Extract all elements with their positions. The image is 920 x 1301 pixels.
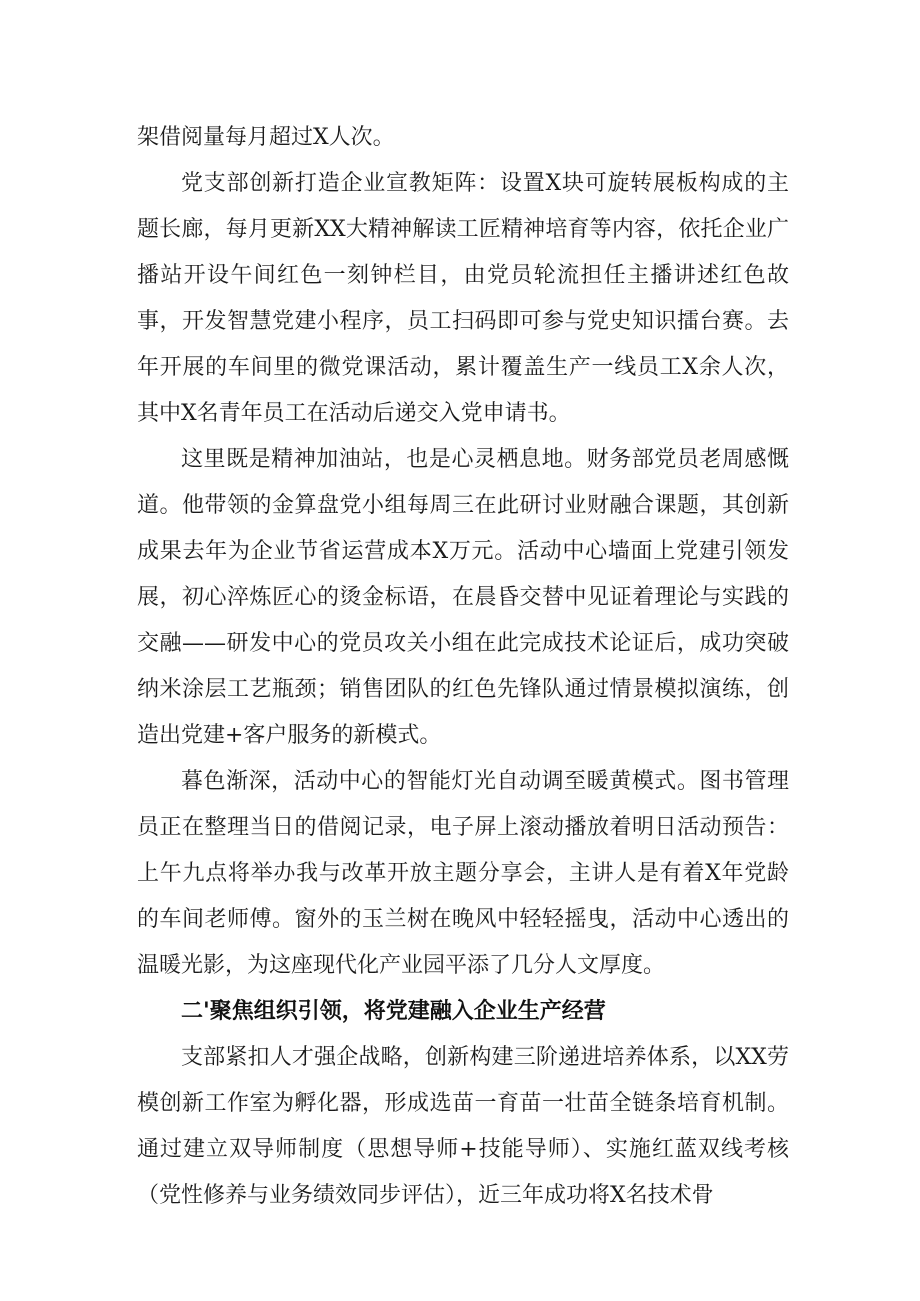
- paragraph-talent-strategy: 支部紧扣人才强企战略，创新构建三阶递进培养体系，以XX劳模创新工作室为孵化器，形成选苗一育苗一壮苗全链条培育机制。通过建立双导师制度（思想导师+技能导师）、实施红蓝双线考核（党性修养与业务绩效同步评估），近三年成功将X名技术骨: [137, 1045, 789, 1208]
- paragraph-continuation: 架借阅量每月超过X人次。: [137, 125, 395, 150]
- paragraph-dusk-scene: 暮色渐深，活动中心的智能灯光自动调至暖黄模式。图书管理员正在整理当日的借阅记录，电子屏上滚动播放着明日活动预告：上午九点将举办我与改革开放主题分享会，主讲人是有着X年党龄的车间老师傅。窗外的玉兰树在晚风中轻轻摇曳，活动中心透出的温暖光影，为这座现代化产业园平添了几分人文厚度。: [137, 769, 789, 978]
- paragraph-spiritual-station: 这里既是精神加油站，也是心灵栖息地。财务部党员老周感慨道。他带领的金算盘党小组每周三在此研讨业财融合课题，其创新成果去年为企业节省运营成本X万元。活动中心墙面上党建引领发展，初心淬炼匠心的烫金标语，在晨昏交替中见证着理论与实践的交融——研发中心的党员攻关小组在此完成技术论证后，成功突破纳米涂层工艺瓶颈；销售团队的红色先锋队通过情景模拟演练，创造出党建+客户服务的新模式。: [137, 447, 789, 748]
- paragraph-propaganda-matrix: 党支部创新打造企业宣教矩阵：设置X块可旋转展板构成的主题长廊，每月更新XX大精神解读工匠精神培育等内容，依托企业广播站开设午间红色一刻钟栏目，由党员轮流担任主播讲述红色故事，开发智慧党建小程序，员工扫码即可参与党史知识擂台赛。去年开展的车间里的微党课活动，累计覆盖生产一线员工X余人次，其中X名青年员工在活动后递交入党申请书。: [137, 171, 789, 426]
- document-body: [137, 115, 789, 1219]
- section-heading: 二'聚焦组织引领，将党建融入企业生产经营: [181, 999, 606, 1024]
